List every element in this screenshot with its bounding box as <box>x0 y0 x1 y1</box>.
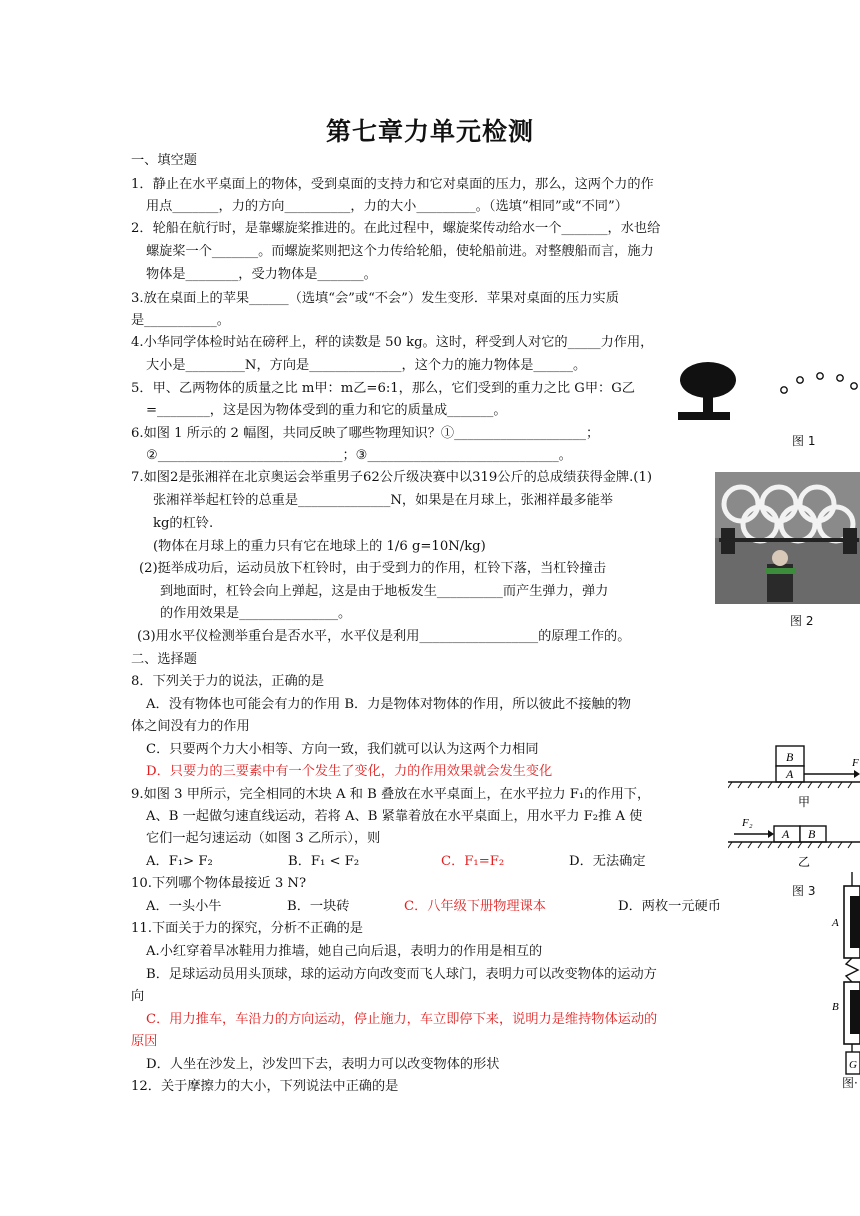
q1-line1: 1．静止在水平桌面上的物体，受到桌面的支持力和它对桌面的压力，那么，这两个力的作 <box>131 177 654 192</box>
figure-2-image <box>715 472 860 604</box>
scale-a-label: A <box>832 917 839 929</box>
q7-line5: (2)挺举成功后，运动员放下杠铃时，由于受到力的作用，杠铃下落，当杠铃撞击 <box>139 561 607 576</box>
block-a-side-label: A <box>782 827 790 841</box>
weight-g-label: G <box>849 1059 857 1071</box>
ground <box>678 412 730 420</box>
table-hatch-2 <box>728 842 852 848</box>
option-letter: C． <box>404 899 428 914</box>
q10-option-c <box>404 898 546 916</box>
q7-line8: (3)用水平仪检测举重台是否水平，水平仪是利用__________________的原理工作的。 <box>137 629 631 644</box>
figure-3-image <box>728 742 860 882</box>
q4-line1: 4.小华同学体检时站在磅秤上，秤的读数是 50 kg。这时，秤受到人对它的_____力作用， <box>131 335 654 350</box>
table-hatch-1 <box>728 782 852 788</box>
q8-option-a-cont: 体之间没有力的作用 <box>131 719 250 734</box>
q11-option-a: A.小红穿着旱冰鞋用力推墙，她自己向后退，表明力的作用是相互的 <box>146 944 543 959</box>
apple-4 <box>837 375 843 381</box>
section-choice: 二、选择题 <box>131 652 197 667</box>
force-f2-arrowhead <box>768 830 774 838</box>
figure-1-caption: 图 1 <box>792 434 816 448</box>
apple-5 <box>851 383 857 389</box>
figure-2-caption: 图 2 <box>790 614 814 628</box>
force-f1-arrowhead <box>854 770 860 778</box>
scale-a-spring <box>850 896 860 948</box>
block-b-side-label: B <box>808 827 816 841</box>
q1-line2: 用点_______，力的方向__________，力的大小_________。（选填“相同”或“不同”） <box>146 199 628 214</box>
q7-line2: 张湘祥举起杠铃的总重是______________N，如果是在月球上，张湘祥最多能举 <box>153 493 613 508</box>
q8-option-a: A．没有物体也可能会有力的作用 B．力是物体对物体的作用，所以彼此不接触的物 <box>146 697 631 712</box>
q8-option-c: C．只要两个力大小相等、方向一致，我们就可以认为这两个力相同 <box>146 742 539 757</box>
apple-2 <box>797 377 803 383</box>
figure-4-image <box>828 872 860 1076</box>
option-letter: A． <box>146 899 169 914</box>
option-text: 一块砖 <box>309 899 350 914</box>
scale-b-label: B <box>832 1001 839 1013</box>
figure-4-caption: 图· <box>842 1076 858 1090</box>
q11-option-c: C．用力推车，车沿力的方向运动，停止施力，车立即停下来，说明力是维持物体运动的 <box>146 1012 658 1027</box>
q11-option-b-cont: 向 <box>131 989 145 1004</box>
scale-b-spring <box>850 990 860 1034</box>
force-f1-label: F <box>852 757 859 769</box>
option-text: 八年级下册物理课本 <box>427 899 546 914</box>
block-b-label: B <box>786 750 794 764</box>
q5-line2: =________，这是因为物体受到的重力和它的质量成_______。 <box>146 403 507 418</box>
figure-1-image <box>676 360 860 424</box>
barbell-plate-right <box>843 528 857 554</box>
tree-trunk <box>703 390 713 412</box>
fig3-yi-label: 乙 <box>798 855 811 869</box>
q2-line3: 物体是________，受力物体是_______。 <box>146 267 377 282</box>
apple-1 <box>781 387 787 393</box>
q3-line2: 是___________。 <box>131 313 230 328</box>
q5-line1: 5．甲、乙两物体的质量之比 m甲：m乙=6:1，那么，它们受到的重力之比 G甲：G乙 <box>131 381 635 396</box>
q6-line2: ②____________________________；③_____________________________。 <box>146 448 572 463</box>
q7-line6: 到地面时，杠铃会向上弹起，这是由于地板发生__________而产生弹力，弹力 <box>160 584 609 599</box>
q9-option-c: C．F₁=F₂ <box>441 854 505 869</box>
q11-option-b: B．足球运动员用头顶球，球的运动方向改变而飞人球门，表明力可以改变物体的运动方 <box>146 967 657 982</box>
option-text: 一头小牛 <box>168 899 222 914</box>
page-title: 第七章力单元检测 <box>325 117 534 146</box>
q2-line2: 螺旋桨一个_______。而螺旋桨则把这个力传给轮船，使轮船前进。对整艘船而言，施力 <box>146 244 654 259</box>
figure-3-caption: 图 3 <box>792 884 816 898</box>
q9-line1: 9.如图 3 甲所示，完全相同的木块 A 和 B 叠放在水平桌面上，在水平拉力 F₁的作用下， <box>131 787 651 802</box>
q7-line4: (物体在月球上的重力只有它在地球上的 1/6 g=10N/kg) <box>153 539 486 554</box>
q11-stem: 11.下面关于力的探究，分析不正确的是 <box>131 921 363 936</box>
q2-line1: 2．轮船在航行时，是靠螺旋桨推进的。在此过程中，螺旋桨传动给水一个_______，水也给 <box>131 221 661 236</box>
q9-line3: 它们一起匀速运动（如图 3 乙所示），则 <box>146 831 381 846</box>
lifter-shirt-band <box>765 568 795 574</box>
q6-line1: 6.如图 1 所示的 2 幅图，共同反映了哪些物理知识？①____________________； <box>131 426 600 441</box>
q10-option-a <box>146 898 221 916</box>
q11-option-c-cont: 原因 <box>131 1034 158 1049</box>
q10-option-b <box>287 898 349 916</box>
apple-3 <box>817 373 823 379</box>
option-letter: B． <box>287 899 310 914</box>
q7-line3: kg的杠铃. <box>153 516 214 531</box>
block-a-label: A <box>786 767 794 781</box>
q11-option-d: D．人坐在沙发上，沙发凹下去，表明力可以改变物体的形状 <box>146 1057 500 1072</box>
force-f2-label: F₂ <box>742 817 753 829</box>
option-text: 两枚一元硬币 <box>641 899 721 914</box>
option-letter: D． <box>618 899 642 914</box>
q3-line1: 3.放在桌面上的苹果______（选填“会”或“不会”）发生变形．苹果对桌面的压力实质 <box>131 291 619 306</box>
q9-line2: A、B 一起做匀速直线运动，若将 A、B 紧靠着放在水平桌面上，用水平力 F₂推 A 使 <box>146 809 643 824</box>
barbell-bar <box>719 538 859 542</box>
fig3-jia-label: 甲 <box>798 795 811 809</box>
q10-stem: 10.下列哪个物体最接近 3 N? <box>131 876 307 891</box>
q8-stem: 8．下列关于力的说法，正确的是 <box>131 674 325 689</box>
q10-option-d <box>618 898 721 916</box>
lifter-head <box>772 550 788 566</box>
q7-line1: 7.如图2是张湘祥在北京奥运会举重男子62公斤级决赛中以319公斤的总成绩获得金牌.(1) <box>131 470 652 485</box>
q12-stem: 12．关于摩擦力的大小，下列说法中正确的是 <box>131 1079 399 1094</box>
q9-option-b: B．F₁ < F₂ <box>288 854 360 869</box>
section-fill: 一、填空题 <box>131 153 197 168</box>
q9-option-a: A．F₁> F₂ <box>146 854 213 869</box>
q9-option-d: D．无法确定 <box>569 854 646 869</box>
q7-line7: 的作用效果是_______________。 <box>160 606 352 621</box>
link-ab <box>846 958 858 982</box>
barbell-plate-left <box>721 528 735 554</box>
q4-line2: 大小是_________N，方向是______________，这个力的施力物体是______。 <box>146 358 587 373</box>
q8-option-d: D．只要力的三要素中有一个发生了变化，力的作用效果就会发生变化 <box>146 764 553 779</box>
